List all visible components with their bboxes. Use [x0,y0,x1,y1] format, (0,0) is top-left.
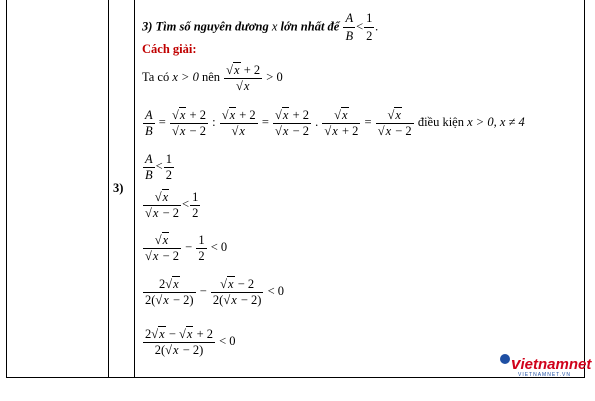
solution-label: Cách giải: [142,42,197,56]
math-line-4: $\frac{√x}{√x - 2}$ < $\frac{1}{2}$ [145,190,199,220]
math-line-1: Ta có x > 0 nên $\frac{√x + 2}{√x}$ > 0 [142,63,283,93]
math-line-3: $\frac{A}{B}$ < $\frac{1}{2}$ [145,152,172,182]
table-left-border [6,0,7,378]
watermark-brand-rest: ietnamnet [520,356,592,373]
table-column-divider-1 [108,0,109,378]
math-line-7: $\frac{2√x - √x + 2}{2(√x - 2)}$ < 0 [145,327,236,357]
row-number-label: 3) [113,181,124,195]
table-column-divider-2 [134,0,135,378]
math-line-2: $\frac{A}{B}$ = $\frac{√x + 2}{√x - 2}$ : $\frac{√x + 2}{√x}$ = $\frac{√x + 2}{√x - 2}$ . $\frac{√x}{√x + 2}$ = $\frac{√x}{√x - 2}$ điều kiện x > 0, x ≠ 4 [145,108,525,138]
question-heading: 3) Tìm số nguyên dương x lớn nhất để $\frac{A}{B}$ < $\frac{1}{2}$ . [142,11,379,43]
vietnamnet-logo-icon [500,354,510,364]
table-right-border [584,0,585,378]
watermark-brand-v: v [511,354,521,373]
math-line-6: $\frac{2√x}{2(√x - 2)}$ − $\frac{√x - 2}{2(√x - 2)}$ < 0 [145,277,285,307]
math-line-5: $\frac{√x}{√x - 2}$ − $\frac{1}{2}$ < 0 [145,233,228,263]
watermark-subtext: VIETNAMNET.VN [518,372,572,378]
vietnamnet-watermark [500,354,591,378]
table-bottom-border [6,377,585,378]
